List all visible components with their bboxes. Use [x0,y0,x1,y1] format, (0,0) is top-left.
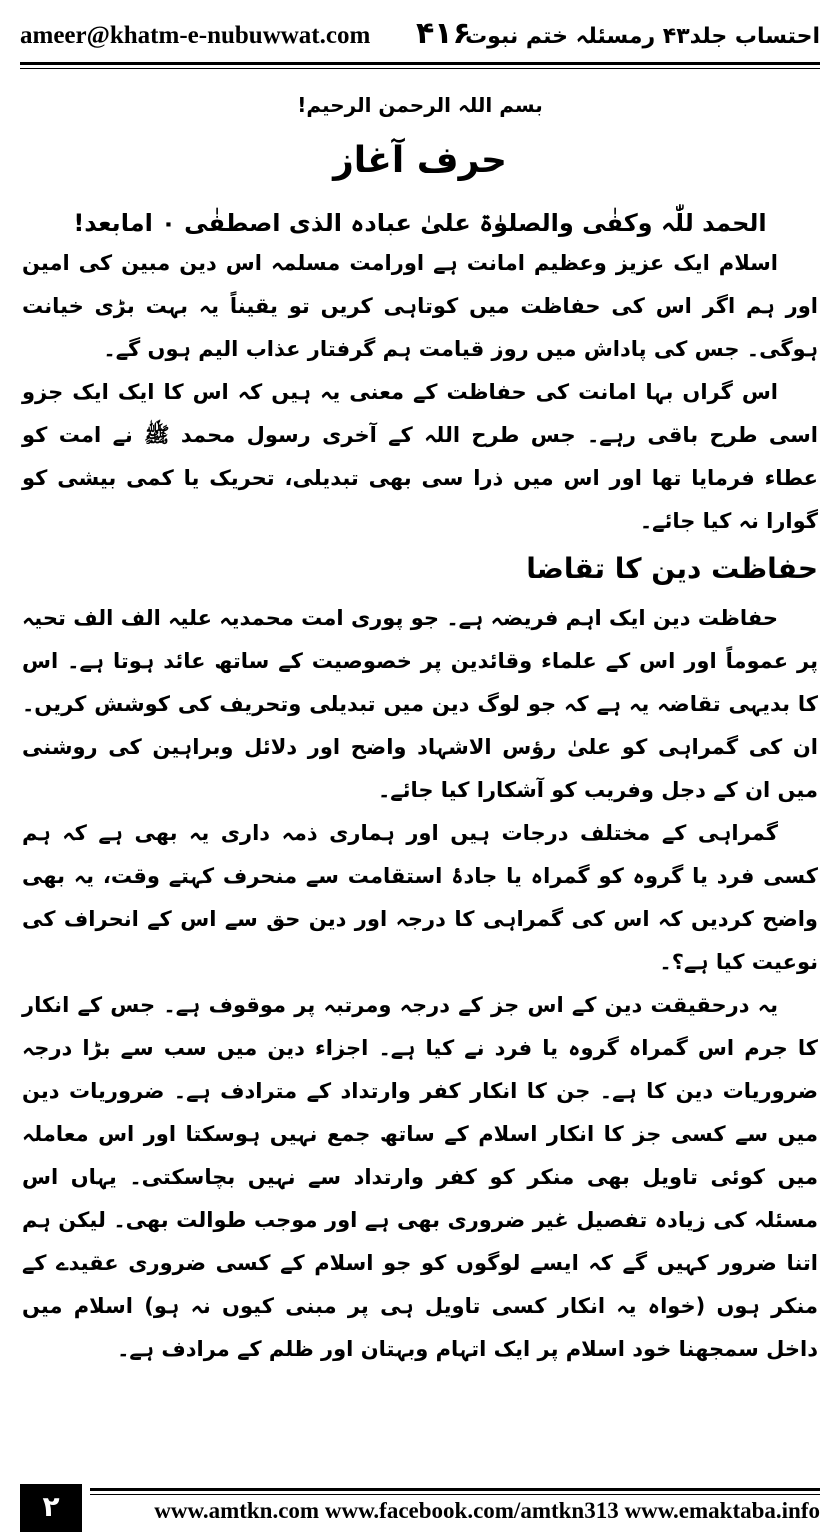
footer-urls[interactable]: www.amtkn.com www.facebook.com/amtkn313 www.emaktaba.info [154,1498,820,1523]
page-footer [20,1488,820,1532]
page-header [20,18,820,58]
section-paragraph: یہ درحقیقت دین کے اس جز کے درجہ ومرتبہ پر موقوف ہے۔ جس کے انکار کا جرم اس گمراہ گروہ یا فرد نے کیا ہے۔ اجزاء دین میں سب سے بڑا درجہ ضروریات دین کا ہے۔ جن کا انکار کفر وارتداد کے مترادف ہے۔ ضروریات دین میں سے کسی جز کا انکار اسلام کے ساتھ جمع نہیں ہوسکتا اور اس معاملہ میں کوئی تاویل بھی منکر کو کفر وارتداد سے نہیں بچاسکتی۔ یہاں اس مسئلہ کی زیادہ تفصیل غیر ضروری بھی ہے اور موجب طوالت بھی۔ لیکن ہم اتنا ضرور کہیں گے کہ ایسے لوگوں کو جو اسلام کے کسی ضروری عقیدے کے منکر ہوں (خواہ یہ انکار کسی تاویل ہی پر مبنی کیوں نہ ہو) اسلام میں داخل سمجھنا خود اسلام پر ایک اتہام وبہتان اور ظلم کے مرادف ہے۔ [22,993,818,1361]
header-book-title: احتساب جلد۴۳ رمسئلہ ختم نبوت [465,24,820,49]
intro-paragraph: اس گراں بہا امانت کی حفاظت کے معنی یہ ہیں کہ اس کا ایک ایک جزو اسی طرح باقی رہے۔ جس طرح اللہ کے آخری رسول محمد ﷺ نے امت کو عطاء فرمایا تھا اور اس میں ذرا سی بھی تبدیلی، تحریک یا کمی بیشی کو گوارا نہ کیا جائے۔ [22,380,818,533]
header-email[interactable]: ameer@khatm-e-nubuwwat.com [20,22,371,49]
intro-paragraph: اسلام ایک عزیز وعظیم امانت ہے اورامت مسلمہ اس دین مبین کی امین اور ہم اگر اس کی حفاظت میں کوتاہی کریں تو یقیناً یہ بہت بڑی خیانت ہوگی۔ جس کی پاداش میں روز قیامت ہم گرفتار عذاب الیم ہوں گے۔ [22,251,818,361]
page-content [22,90,818,1371]
footer-page-number: ۲ [20,1484,82,1532]
header-page-number: ۴۱۶ [416,16,471,51]
header-divider [20,62,820,65]
section-paragraph: حفاظت دین ایک اہم فریضہ ہے۔ جو پوری امت محمدیہ علیہ الف الف تحیہ پر عموماً اور اس کے علماء وقائدین پر خصوصیت کے ساتھ عائد ہوتا ہے۔ اس کا بدیہی تقاضہ یہ ہے کہ جو لوگ دین میں تبدیلی وتحریف کی کوشش کریں۔ ان کی گمراہی کو علیٰ رؤس الاشہاد واضح اور دلائل وبراہین کی روشنی میں ان کے دجل وفریب کو آشکارا کیا جائے۔ [22,606,818,802]
section-paragraph: گمراہی کے مختلف درجات ہیں اور ہماری ذمہ داری یہ بھی ہے کہ ہم کسی فرد یا گروہ کو گمراہ یا جادۂ استقامت سے منحرف کہتے وقت، یہ بھی واضح کردیں کہ اس کی گمراہی کا درجہ اور دین حق سے اس کے انحراف کی نوعیت کیا ہے؟۔ [22,821,818,974]
footer-divider-thin [90,1494,820,1495]
bismillah: بسم اللہ الرحمن الرحیم! [297,93,543,117]
footer-divider [90,1488,820,1491]
section-heading: حفاظت دین کا تقاضا [526,552,818,585]
page-title: حرف آغاز [333,140,507,181]
header-divider-thin [20,68,820,69]
hamd-line: الحمد للّٰہ وکفٰی والصلوٰۃ علیٰ عبادہ الذی اصطفٰی ۰ امابعد! [73,209,767,237]
